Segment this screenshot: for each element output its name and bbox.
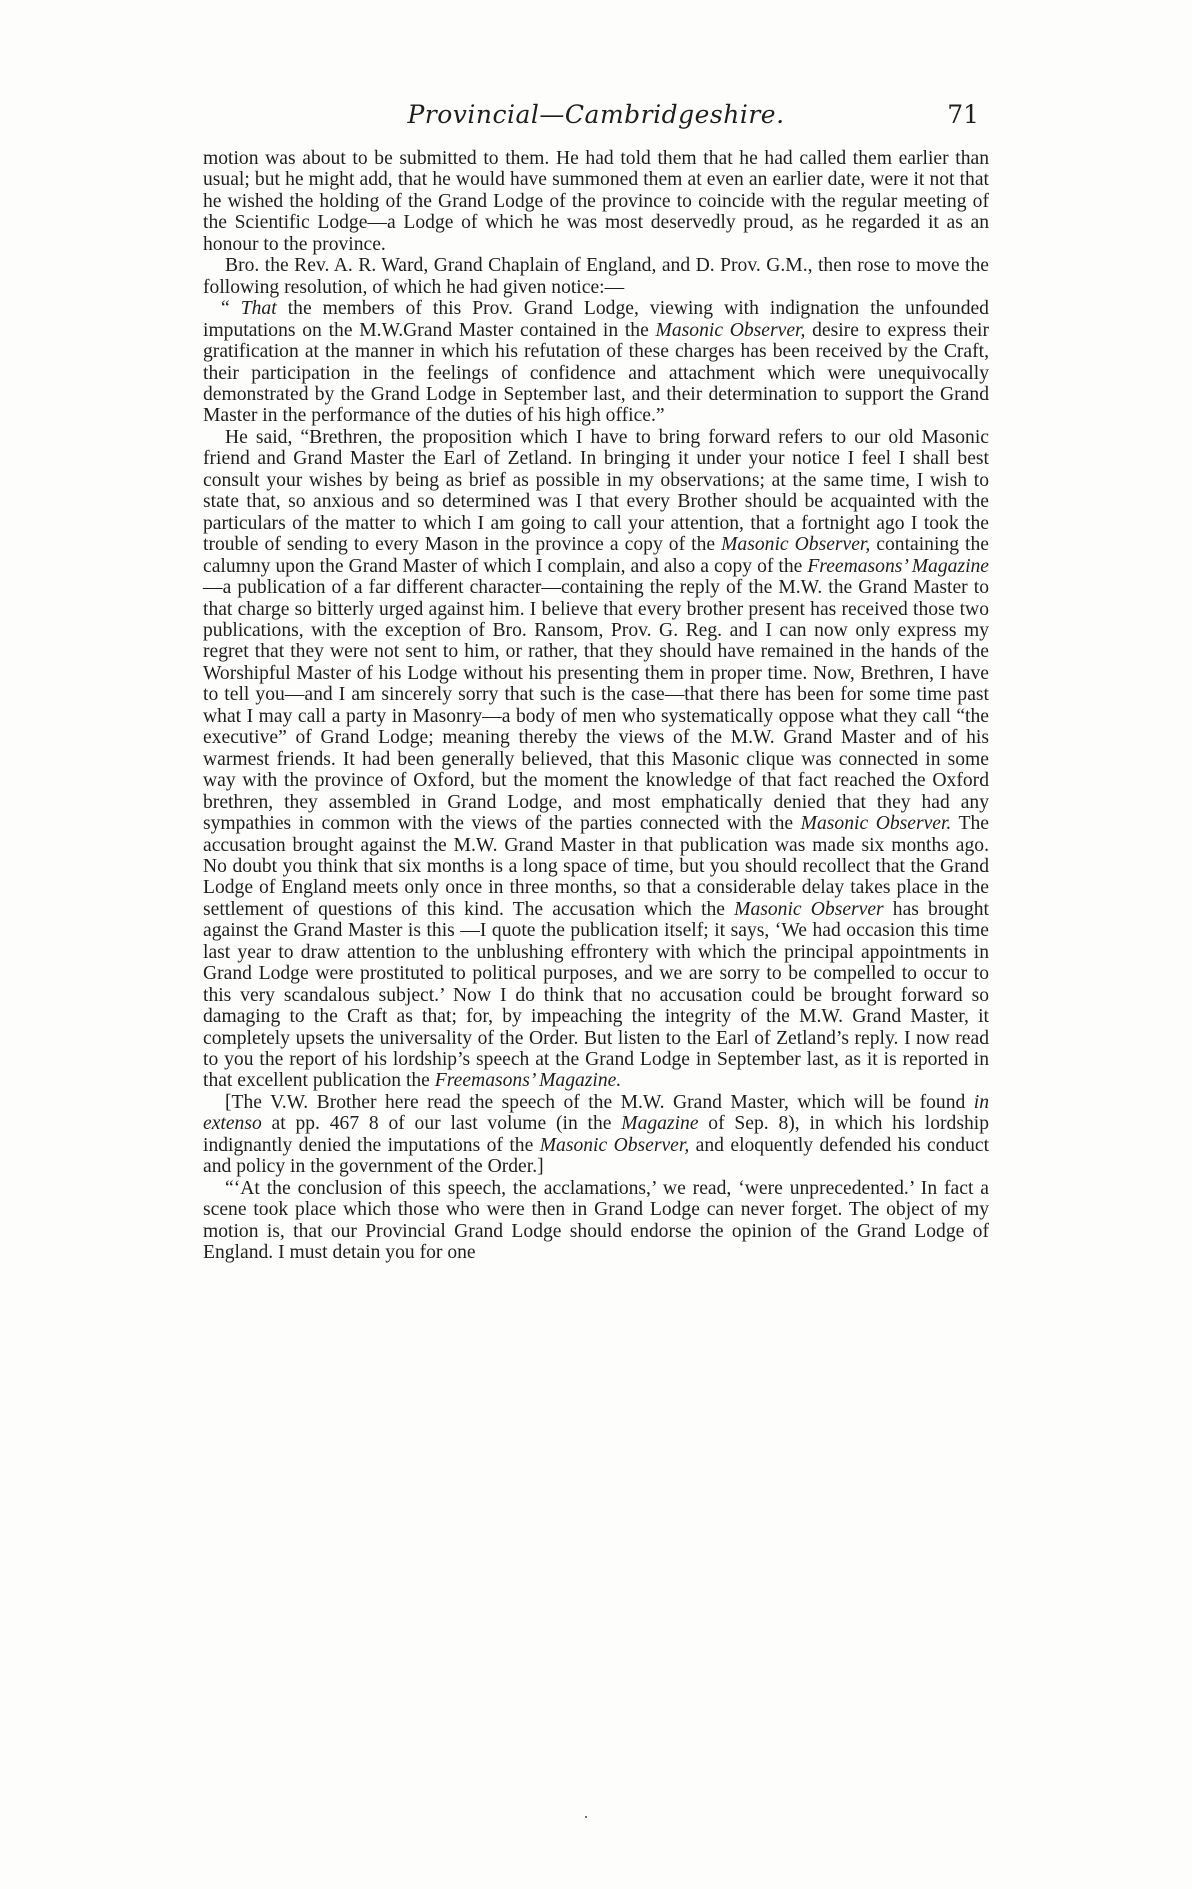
text-run: desire to express their gratification at the manner in which his refutation of these charges has been received by the Craft, their participation in the feelings of confidence and attachment which were unequivocally demonstrated by the Grand Lodge in September last, and their determination to support the Grand Master in the performance of the duties of his high office.”: [203, 319, 990, 427]
paragraph: [203, 1092, 989, 1178]
italic-text: Freemasons’ Magazine: [807, 555, 989, 577]
italic-text: Masonic Observer: [734, 898, 884, 920]
text-run: —a publication of a far different character—containing the reply of the M.W. the Grand Master to that charge so bitterly urged against him. I believe that every brother present has received those two publications, with the exception of Bro. Ransom, Prov. G. Reg. and I can now only express my regret that they were not sent to him, or rather, that they should have remained in the hands of the Worshipful Master of his Lodge without his presenting them in proper time. Now, Brethren, I have to tell you—and I am sincerely sorry that such is the case—that there has been for some time past what I may call a party in Masonry—a body of men who systematically oppose what they call “the executive” of Grand Lodge; meaning thereby the views of the M.W. Grand Master and of his warmest friends. It had been generally believed, that this Masonic clique was connected in some way with the province of Oxford, but the moment the knowledge of that fact reached the Oxford brethren, they assembled in Grand Lodge, and most emphatically denied that they had any sympathies in common with the views of the parties connected with the: [203, 577, 989, 835]
text-run: of Sep. 8), in which his lordship indignantly denied the imputations of the: [203, 1113, 990, 1156]
italic-text: Masonic Observer,: [655, 319, 806, 341]
printer-mark: [585, 1816, 587, 1818]
running-head: Provincial—Cambridgeshire.: [407, 100, 785, 129]
text-run: the members of this Prov. Grand Lodge, viewing with indignation the unfounded imputations on the M.W.Grand Master contained in the: [203, 298, 989, 341]
text-run: The accusation brought against the M.W. Grand Master in that publication was made six months ago. No doubt you think that six months is a long space of time, but you should recollect that the Grand Lodge of England meets only once in three months, so that a considerable delay takes place in the settlement of questions of this kind. The accusation which the: [203, 813, 989, 920]
paragraph: [203, 427, 989, 1092]
paragraph: [203, 298, 989, 427]
paragraph: [203, 148, 989, 255]
italic-text: Magazine: [621, 1113, 699, 1135]
text-run: Bro. the Rev. A. R. Ward, Grand Chaplain of England, and D. Prov. G.M., then rose to move the following resolution, of which he had given notice:—: [203, 255, 989, 298]
italic-text: Masonic Observer,: [721, 534, 871, 556]
text-run: containing the calumny upon the Grand Master of which I complain, and also a copy of the: [203, 534, 989, 577]
text-run: [The V.W. Brother here read the speech of the M.W. Grand Master, which will be found: [225, 1091, 974, 1113]
italic-text: Freemasons’ Magazine.: [434, 1070, 622, 1092]
page-number: 71: [947, 100, 979, 129]
page-header: [205, 100, 987, 140]
italic-text: That: [240, 298, 277, 320]
italic-text: in extenso: [203, 1091, 989, 1135]
article-body: [203, 148, 989, 1264]
italic-text: Masonic Observer.: [800, 813, 952, 835]
text-run: at pp. 467 8 of our last volume (in the: [261, 1113, 622, 1135]
italic-text: Masonic Observer,: [539, 1134, 690, 1156]
text-run: “: [221, 298, 241, 320]
text-run: has brought against the Grand Master is this —I quote the publication itself; it says, ‘We had occasion this time last year to draw attention to the unblushing effrontery with which the principal appointments in Grand Lodge were prostituted to political purposes, and we are sorry to be compelled to occur to this very scandalous subject.’ Now I do think that no accusation could be brought forward so damaging to the Craft as that; for, by impeaching the integrity of the M.W. Grand Master, it completely upsets the universality of the Order. But listen to the Earl of Zetland’s reply. I now read to you the report of his lordship’s speech at the Grand Lodge in September last, as it is reported in that excellent publication the: [203, 898, 989, 1092]
text-run: and eloquently defended his conduct and policy in the government of the Order.]: [203, 1134, 990, 1178]
text-run: motion was about to be submitted to them. He had told them that he had called them earlier than usual; but he might add, that he would have summoned them at even an earlier date, were it not that he wished the holding of the Grand Lodge of the province to coincide with the regular meeting of the Scientific Lodge—a Lodge of which he was most deservedly proud, as he regarded it as an honour to the province.: [203, 148, 989, 255]
text-run: He said, “Brethren, the proposition which I have to bring forward refers to our old Masonic friend and Grand Master the Earl of Zetland. In bringing it under your notice I feel I shall best consult your wishes by being as brief as possible in my observations; at the same time, I wish to state that, so anxious and so determined was I that every Brother should be acquainted with the particulars of the matter to which I am going to call your attention, that a fortnight ago I took the trouble of sending to every Mason in the province a copy of the: [203, 426, 989, 556]
text-run: “‘At the conclusion of this speech, the acclamations,’ we read, ‘were unprecedented.’ In fact a scene took place which those who were then in Grand Lodge can never forget. The object of my motion is, that our Provincial Grand Lodge should endorse the opinion of the Grand Lodge of England. I must detain you for one: [203, 1177, 989, 1264]
paragraph: [203, 1178, 989, 1264]
paragraph: [203, 255, 989, 298]
